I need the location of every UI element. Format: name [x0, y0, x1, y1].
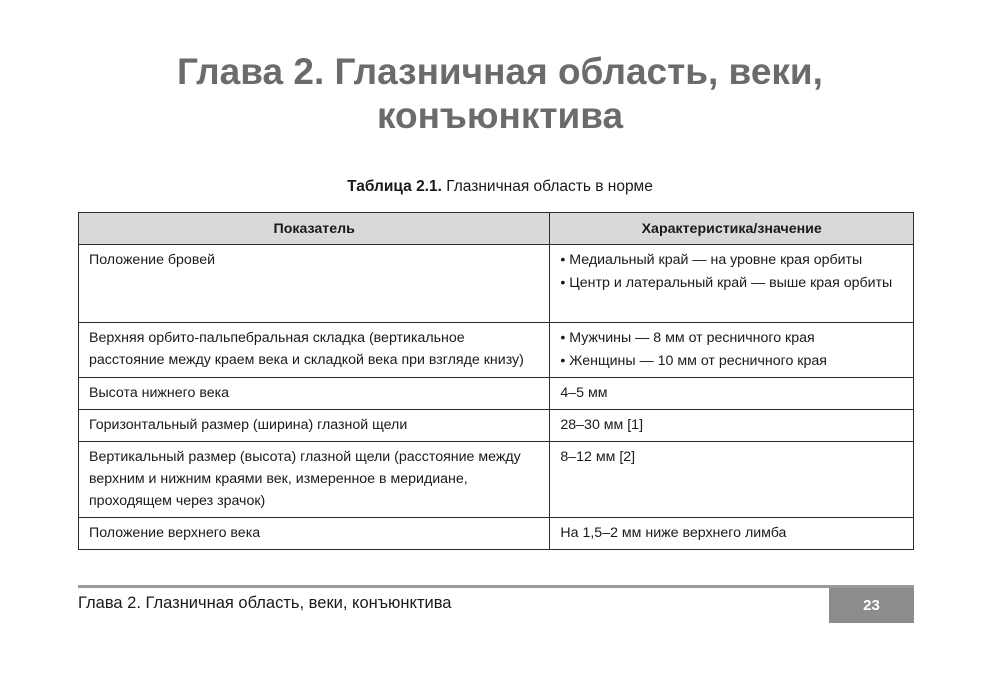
- page-number: 23: [863, 597, 880, 614]
- table-cell-param: Горизонтальный размер (ширина) глазной щели: [79, 410, 550, 442]
- column-header-value: Характеристика/значение: [550, 213, 914, 245]
- table-cell-value: [550, 245, 914, 323]
- value-bullet: • Мужчины — 8 мм от ресничного края: [560, 330, 815, 346]
- table-row: [79, 410, 914, 442]
- value-bullet: • Медиальный край — на уровне края орбиты: [560, 252, 863, 268]
- table-caption-text: Глазничная область в норме: [441, 178, 653, 195]
- table-header-row: [79, 213, 914, 245]
- chapter-title-line2: конъюнктива: [376, 95, 624, 136]
- table-row: [79, 323, 914, 378]
- table-cell-param: Верхняя орбито-пальпебральная складка (вертикальное расстояние между краем века и складкой века при взгляде книзу): [79, 323, 550, 378]
- table-row: [79, 518, 914, 550]
- table-cell-value: [550, 323, 914, 378]
- chapter-title-line1: Глава 2. Глазничная область, веки,: [177, 51, 823, 92]
- footer-divider: [78, 585, 914, 588]
- running-title: Глава 2. Глазничная область, веки, конъюнктива: [78, 594, 452, 612]
- table-row: [79, 245, 914, 323]
- column-header-parameter: Показатель: [79, 213, 550, 245]
- table-cell-param: Положение бровей: [79, 245, 550, 323]
- chapter-title: [0, 50, 1000, 138]
- table-caption-number: Таблица 2.1.: [347, 178, 442, 195]
- table-cell-value: На 1,5–2 мм ниже верхнего лимба: [550, 518, 914, 550]
- table-cell-value: 28–30 мм [1]: [550, 410, 914, 442]
- data-table: [78, 212, 914, 550]
- value-bullet: • Центр и латеральный край — выше края орбиты: [560, 275, 893, 291]
- page-number-badge: [829, 588, 914, 623]
- table-cell-value: 8–12 мм [2]: [550, 442, 914, 518]
- table-row: [79, 442, 914, 518]
- value-bullet: • Женщины — 10 мм от ресничного края: [560, 353, 827, 369]
- table-row: [79, 378, 914, 410]
- table-cell-param: Вертикальный размер (высота) глазной щели (расстояние между верхним и нижним краями век, измеренное в меридиане, проходящем через зрачок): [79, 442, 550, 518]
- table-cell-value: 4–5 мм: [550, 378, 914, 410]
- table-cell-param: Положение верхнего века: [79, 518, 550, 550]
- table-cell-param: Высота нижнего века: [79, 378, 550, 410]
- table-caption: [0, 178, 1000, 196]
